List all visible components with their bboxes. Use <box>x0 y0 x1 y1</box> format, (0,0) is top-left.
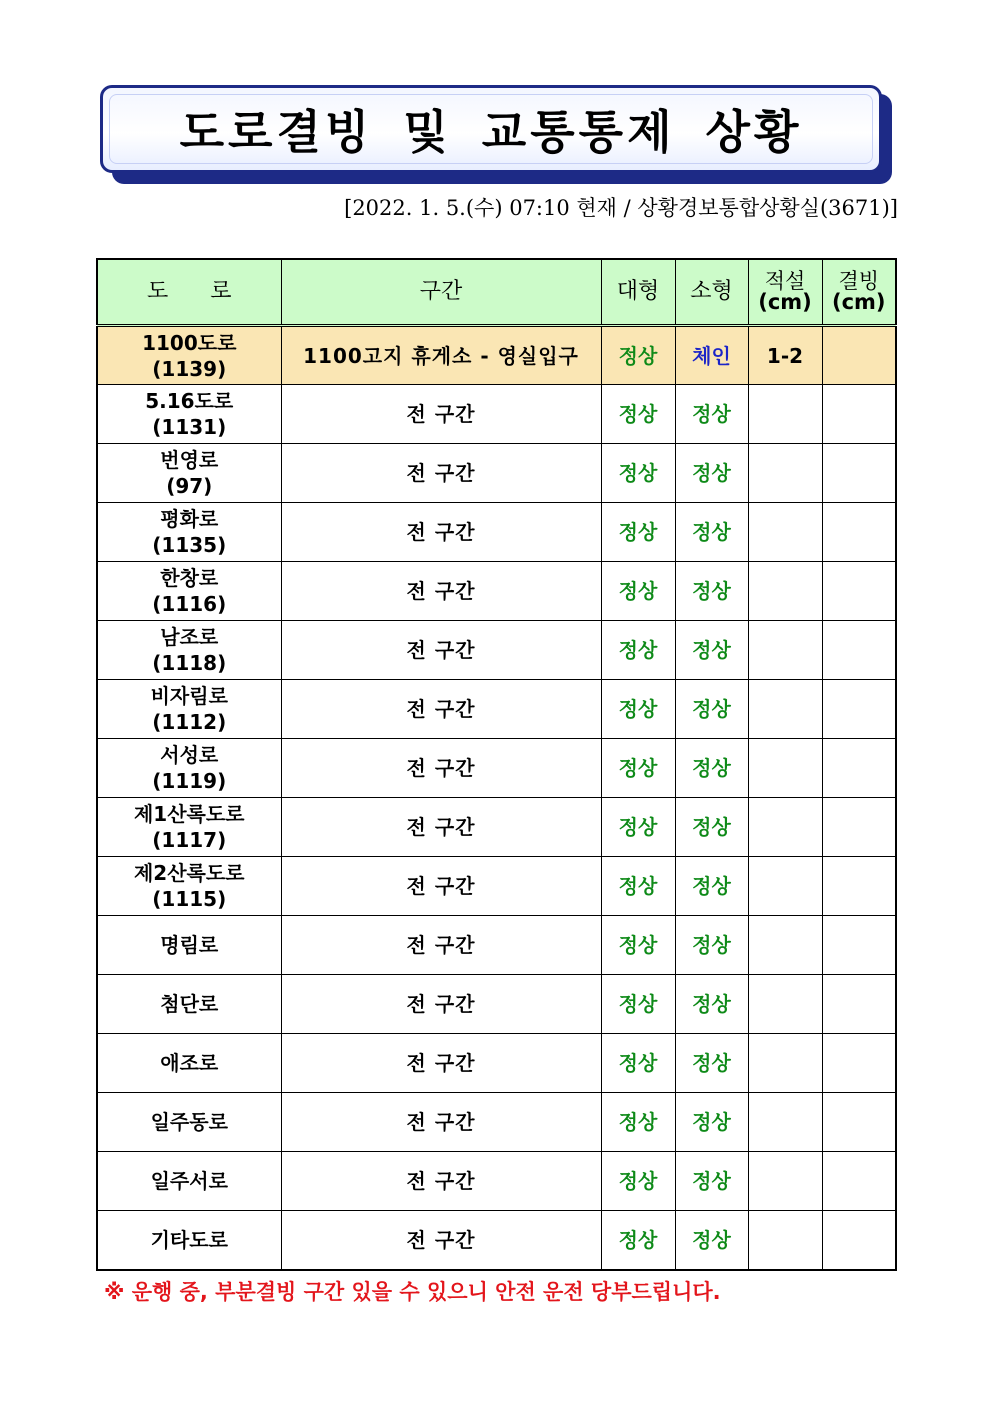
table-body <box>97 326 896 1270</box>
small-vehicle-status: 정상 <box>675 739 748 798</box>
road-name: 1100도로 <box>142 330 237 355</box>
ice-depth-cell <box>822 916 896 975</box>
section-cell: 전 구간 <box>281 562 601 621</box>
road-name: 제1산록도로 <box>133 802 245 826</box>
section-cell: 전 구간 <box>281 857 601 916</box>
section-cell: 전 구간 <box>281 916 601 975</box>
road-name-cell <box>97 562 281 621</box>
large-vehicle-status: 정상 <box>601 739 675 798</box>
road-number: (1118) <box>152 651 227 675</box>
large-vehicle-status: 정상 <box>601 385 675 444</box>
title-banner <box>100 85 882 173</box>
ice-depth-cell <box>822 1093 896 1152</box>
snow-depth-cell <box>748 562 822 621</box>
road-name-cell <box>97 503 281 562</box>
table-row <box>97 680 896 739</box>
header-ice-unit: (cm) <box>831 290 886 314</box>
safety-notice: ※ 운행 중, 부분결빙 구간 있을 수 있으니 안전 운전 당부드립니다. <box>104 1280 721 1304</box>
snow-depth-cell <box>748 975 822 1034</box>
road-number: (1135) <box>152 533 227 557</box>
snow-depth-cell <box>748 385 822 444</box>
table-header-row <box>97 259 896 326</box>
table-row <box>97 1211 896 1270</box>
snow-depth-cell <box>748 503 822 562</box>
road-name: 번영로 <box>160 448 219 472</box>
ice-depth-cell <box>822 680 896 739</box>
ice-depth-cell <box>822 1034 896 1093</box>
road-name-cell <box>97 1093 281 1152</box>
road-name-cell <box>97 975 281 1034</box>
large-vehicle-status: 정상 <box>601 857 675 916</box>
snow-depth-cell <box>748 857 822 916</box>
road-name-cell <box>97 1034 281 1093</box>
header-large-vehicle: 대형 <box>601 259 675 326</box>
road-name-cell <box>97 857 281 916</box>
ice-depth-cell <box>822 562 896 621</box>
road-number: (1115) <box>152 887 227 911</box>
section-cell: 전 구간 <box>281 1034 601 1093</box>
snow-depth-cell <box>748 444 822 503</box>
ice-depth-cell <box>822 326 896 385</box>
large-vehicle-status: 정상 <box>601 621 675 680</box>
large-vehicle-status: 정상 <box>601 798 675 857</box>
ice-depth-cell <box>822 975 896 1034</box>
section-cell: 1100고지 휴게소 - 영실입구 <box>281 326 601 385</box>
road-number: (1112) <box>152 710 227 734</box>
road-number: (97) <box>166 474 213 498</box>
snow-depth-cell <box>748 916 822 975</box>
header-section: 구간 <box>281 259 601 326</box>
road-name-cell <box>97 916 281 975</box>
road-name: 명림로 <box>160 933 219 957</box>
small-vehicle-status: 정상 <box>675 975 748 1034</box>
road-name-cell <box>97 326 281 385</box>
section-cell: 전 구간 <box>281 1093 601 1152</box>
small-vehicle-status: 정상 <box>675 857 748 916</box>
road-name: 일주동로 <box>150 1110 228 1134</box>
road-number: (1119) <box>152 769 227 793</box>
large-vehicle-status: 정상 <box>601 975 675 1034</box>
road-name-cell <box>97 1211 281 1270</box>
section-cell: 전 구간 <box>281 1211 601 1270</box>
road-name: 애조로 <box>160 1051 219 1075</box>
small-vehicle-status: 정상 <box>675 1093 748 1152</box>
road-name-cell <box>97 798 281 857</box>
table-row <box>97 1034 896 1093</box>
large-vehicle-status: 정상 <box>601 680 675 739</box>
ice-depth-cell <box>822 739 896 798</box>
ice-depth-cell <box>822 444 896 503</box>
large-vehicle-status: 정상 <box>601 1093 675 1152</box>
ice-depth-cell <box>822 1152 896 1211</box>
road-name: 서성로 <box>160 743 219 767</box>
ice-depth-cell <box>822 798 896 857</box>
table-row <box>97 503 896 562</box>
road-name-cell <box>97 739 281 798</box>
small-vehicle-status: 정상 <box>675 680 748 739</box>
page-title: 도로결빙 및 교통통제 상황 <box>179 105 803 159</box>
table-row <box>97 562 896 621</box>
ice-depth-cell <box>822 857 896 916</box>
road-name: 제2산록도로 <box>133 861 245 885</box>
large-vehicle-status: 정상 <box>601 1211 675 1270</box>
road-number: (1131) <box>152 415 227 439</box>
ice-depth-cell <box>822 385 896 444</box>
section-cell: 전 구간 <box>281 739 601 798</box>
small-vehicle-status: 정상 <box>675 503 748 562</box>
small-vehicle-status: 정상 <box>675 916 748 975</box>
table-row <box>97 385 896 444</box>
snow-depth-cell <box>748 680 822 739</box>
small-vehicle-status: 정상 <box>675 562 748 621</box>
road-name: 한창로 <box>160 566 219 590</box>
road-name: 5.16도로 <box>145 389 234 413</box>
large-vehicle-status: 정상 <box>601 562 675 621</box>
snow-depth-cell <box>748 1152 822 1211</box>
table-row <box>97 916 896 975</box>
ice-depth-cell <box>822 503 896 562</box>
road-name: 평화로 <box>160 507 219 531</box>
small-vehicle-status: 정상 <box>675 1152 748 1211</box>
road-name-cell <box>97 680 281 739</box>
large-vehicle-status: 정상 <box>601 503 675 562</box>
table-row <box>97 1093 896 1152</box>
road-name: 기타도로 <box>150 1227 228 1252</box>
table-row <box>97 1152 896 1211</box>
table-row <box>97 798 896 857</box>
section-cell: 전 구간 <box>281 444 601 503</box>
snow-depth-cell <box>748 798 822 857</box>
table-row <box>97 444 896 503</box>
large-vehicle-status: 정상 <box>601 444 675 503</box>
road-name: 일주서로 <box>150 1169 228 1193</box>
small-vehicle-status: 정상 <box>675 444 748 503</box>
small-vehicle-status: 체인 <box>675 326 748 385</box>
section-cell: 전 구간 <box>281 680 601 739</box>
section-cell: 전 구간 <box>281 1152 601 1211</box>
section-cell: 전 구간 <box>281 798 601 857</box>
header-small-vehicle: 소형 <box>675 259 748 326</box>
road-name-cell <box>97 444 281 503</box>
table-row <box>97 739 896 798</box>
road-number: (1117) <box>152 828 227 852</box>
header-ice-label: 결빙 <box>838 269 880 293</box>
small-vehicle-status: 정상 <box>675 1034 748 1093</box>
large-vehicle-status: 정상 <box>601 326 675 385</box>
header-snow-depth <box>748 259 822 326</box>
large-vehicle-status: 정상 <box>601 916 675 975</box>
report-timestamp: [2022. 1. 5.(수) 07:10 현재 / 상황경보통합상황실(3671)] <box>344 196 898 220</box>
large-vehicle-status: 정상 <box>601 1152 675 1211</box>
table-row <box>97 857 896 916</box>
road-name-cell <box>97 385 281 444</box>
section-cell: 전 구간 <box>281 975 601 1034</box>
large-vehicle-status: 정상 <box>601 1034 675 1093</box>
road-number: (1116) <box>152 592 227 616</box>
small-vehicle-status: 정상 <box>675 621 748 680</box>
road-name-cell <box>97 621 281 680</box>
small-vehicle-status: 정상 <box>675 798 748 857</box>
ice-depth-cell <box>822 1211 896 1270</box>
road-name: 남조로 <box>160 625 219 649</box>
snow-depth-cell <box>748 1093 822 1152</box>
road-status-table <box>96 258 897 1271</box>
snow-depth-cell <box>748 1034 822 1093</box>
small-vehicle-status: 정상 <box>675 385 748 444</box>
header-snow-label: 적설 <box>764 269 806 293</box>
snow-depth-cell <box>748 1211 822 1270</box>
ice-depth-cell <box>822 621 896 680</box>
table-row <box>97 326 896 385</box>
road-name: 첨단로 <box>160 992 219 1016</box>
snow-depth-cell: 1-2 <box>748 326 822 385</box>
road-number: (1139) <box>152 356 227 381</box>
small-vehicle-status: 정상 <box>675 1211 748 1270</box>
header-road: 도 로 <box>97 259 281 326</box>
section-cell: 전 구간 <box>281 621 601 680</box>
header-snow-unit: (cm) <box>758 290 812 314</box>
road-name-cell <box>97 1152 281 1211</box>
header-ice-depth <box>822 259 896 326</box>
snow-depth-cell <box>748 739 822 798</box>
section-cell: 전 구간 <box>281 385 601 444</box>
table-row <box>97 621 896 680</box>
table-row <box>97 975 896 1034</box>
section-cell: 전 구간 <box>281 503 601 562</box>
road-name: 비자림로 <box>150 684 228 708</box>
snow-depth-cell <box>748 621 822 680</box>
